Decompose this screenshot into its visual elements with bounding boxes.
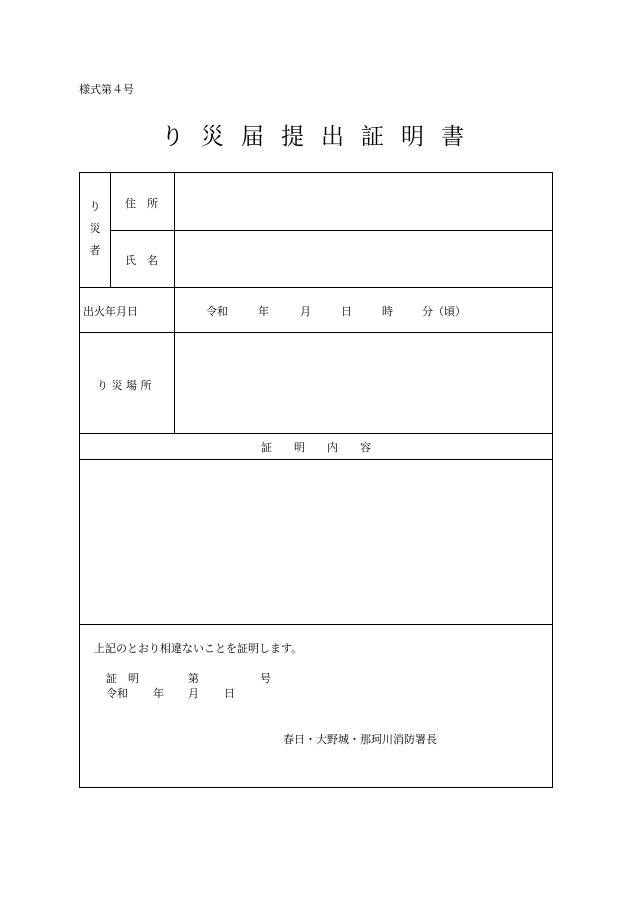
cert-day-unit: 日 (224, 687, 235, 700)
content-header: 証 明 内 容 (261, 441, 371, 454)
certificate-form-frame (79, 172, 553, 788)
divider (110, 173, 111, 287)
cert-year-unit: 年 (153, 687, 164, 700)
victim-label-char: り (89, 200, 101, 213)
divider (80, 433, 552, 434)
divider (80, 287, 552, 288)
location-label: り 災 場 所 (97, 379, 152, 392)
name-label: 氏 名 (125, 254, 158, 267)
cert-number-prefix: 第 (188, 672, 199, 685)
divider (110, 230, 552, 231)
month-unit: 月 (300, 305, 311, 318)
victim-group-label (88, 196, 102, 262)
cert-date-era: 令和 (106, 687, 128, 700)
cert-month-unit: 月 (188, 687, 199, 700)
victim-label-char: 者 (89, 244, 101, 257)
day-unit: 日 (341, 305, 352, 318)
form-number: 様式第４号 (79, 83, 134, 96)
divider (80, 459, 552, 460)
location-field[interactable] (180, 339, 545, 427)
divider (80, 332, 552, 333)
page-title: り災届提出証明書 (161, 124, 481, 150)
certification-statement: 上記のとおり相違ないことを証明します。 (94, 642, 303, 655)
address-label: 住 所 (125, 197, 158, 210)
address-field[interactable] (180, 179, 545, 225)
minute-unit: 分（頃） (422, 305, 466, 318)
fire-date-label: 出火年月日 (83, 305, 138, 318)
era-text: 令和 (206, 305, 228, 318)
hour-unit: 時 (382, 305, 393, 318)
issuer-name: 春日・大野城・那珂川消防署長 (283, 733, 437, 746)
content-body-field[interactable] (86, 465, 546, 615)
victim-label-char: 災 (89, 222, 101, 235)
divider (174, 173, 175, 433)
divider (80, 624, 552, 625)
name-field[interactable] (180, 235, 545, 281)
fire-date-field[interactable] (180, 303, 550, 321)
cert-label: 証 明 (106, 672, 139, 685)
cert-number-suffix: 号 (260, 672, 271, 685)
year-unit: 年 (258, 305, 269, 318)
